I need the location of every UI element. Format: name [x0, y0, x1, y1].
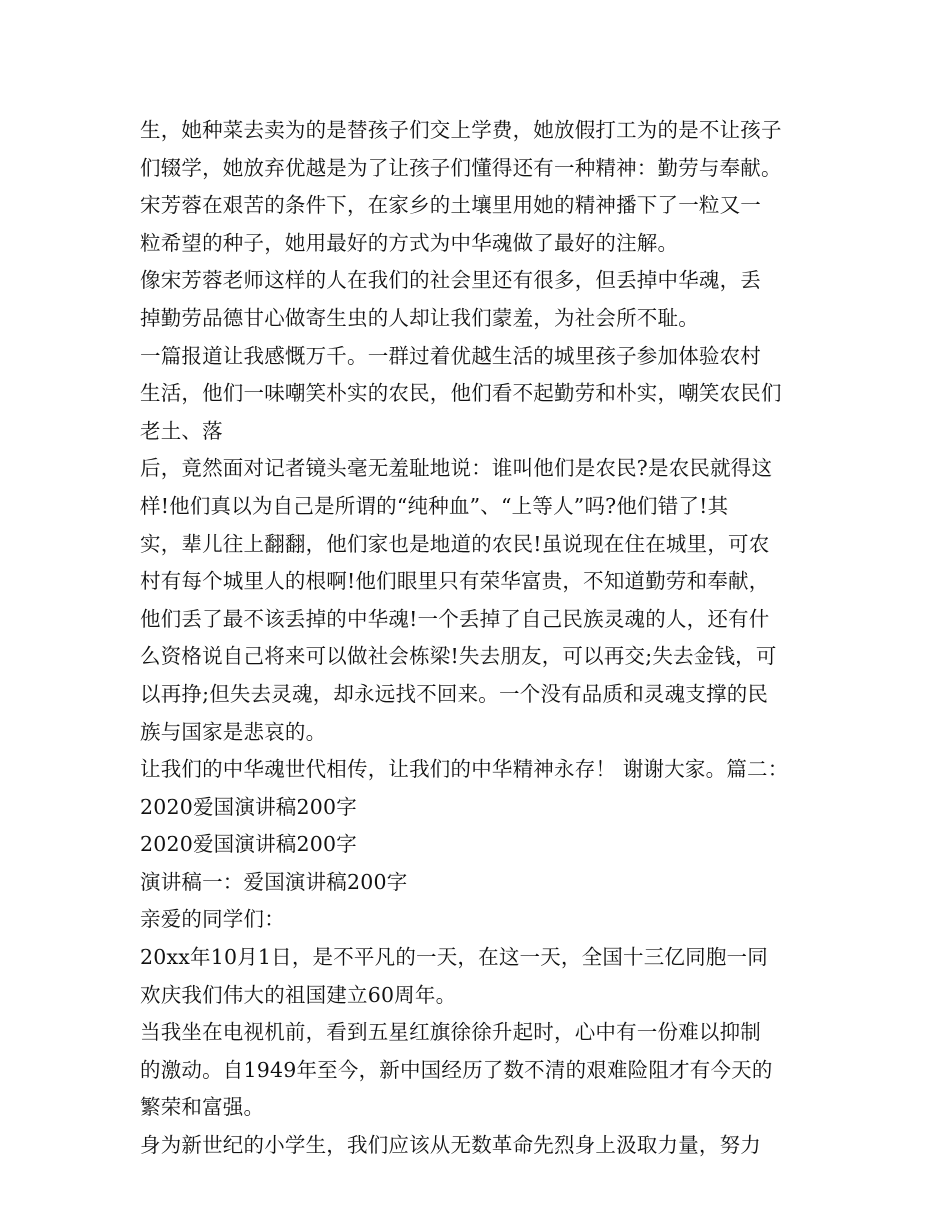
- document-body: [140, 112, 820, 1165]
- text-line: 宋芳蓉在艰苦的条件下，在家乡的土壤里用她的精神播下了一粒又一: [140, 193, 761, 218]
- text-line: 2020爱国演讲稿200字: [140, 794, 357, 819]
- text-line: 生，她种菜去卖为的是替孩子们交上学费，她放假打工为的是不让孩子: [140, 118, 782, 142]
- text-line: 繁荣和富强。: [140, 1095, 265, 1120]
- text-line: 欢庆我们伟大的祖国建立60周年。: [140, 982, 457, 1007]
- text-line: 2020爱国演讲稿200字: [140, 832, 357, 857]
- text-line: 族与国家是悲哀的。: [140, 719, 327, 744]
- text-line: 村有每个城里人的根啊!他们眼里只有荣华富贵，不知道勤劳和奉献，: [140, 569, 770, 594]
- text-line: 么资格说自己将来可以做社会栋梁!失去朋友，可以再交;失去金钱，可: [140, 644, 777, 669]
- text-line: 身为新世纪的小学生，我们应该从无数革命先烈身上汲取力量，努力: [140, 1133, 761, 1158]
- text-line: 粒希望的种子，她用最好的方式为中华魂做了最好的注解。: [140, 230, 679, 255]
- text-line: 20xx年10月1日，是不平凡的一天，在这一天，全国十三亿同胞一同: [140, 945, 768, 970]
- text-line: 后，竟然面对记者镜头毫无羞耻地说：谁叫他们是农民?是农民就得这: [140, 456, 773, 481]
- text-line: 的激动。自1949年至今，新中国经历了数不清的艰难险阻才有今天的: [140, 1057, 773, 1082]
- text-line: 他们丢了最不该丢掉的中华魂!一个丢掉了自己民族灵魂的人，还有什: [140, 606, 770, 631]
- text-line: 实，辈儿往上翻翻，他们家也是地道的农民!虽说现在住在城里，可农: [140, 531, 770, 556]
- text-line: 以再挣;但失去灵魂，却永远找不回来。一个没有品质和灵魂支撑的民: [140, 681, 769, 706]
- text-line: 生活，他们一味嘲笑朴实的农民，他们看不起勤劳和朴实，嘲笑农民们: [140, 381, 782, 406]
- text-line: 亲爱的同学们：: [140, 907, 285, 932]
- text-line: 们辍学，她放弃优越是为了让孩子们懂得还有一种精神：勤劳与奉献。: [140, 155, 782, 180]
- text-line: 当我坐在电视机前，看到五星红旗徐徐升起时，心中有一份难以抑制: [140, 1020, 761, 1045]
- text-line: 演讲稿一：爱国演讲稿200字: [140, 869, 408, 894]
- text-line: 样!他们真以为自己是所谓的“纯种血”、“上等人”吗?他们错了!其: [140, 493, 729, 518]
- text-line: 老土、落: [140, 418, 223, 443]
- text-line: 像宋芳蓉老师这样的人在我们的社会里还有很多，但丢掉中华魂，丢: [140, 268, 761, 293]
- text-line: 掉勤劳品德甘心做寄生虫的人却让我们蒙羞，为社会所不耻。: [140, 305, 699, 330]
- text-line: 让我们的中华魂世代相传，让我们的中华精神永存！ 谢谢大家。篇二：: [140, 757, 789, 782]
- text-line: 一篇报道让我感慨万千。一群过着优越生活的城里孩子参加体验农村: [140, 343, 761, 368]
